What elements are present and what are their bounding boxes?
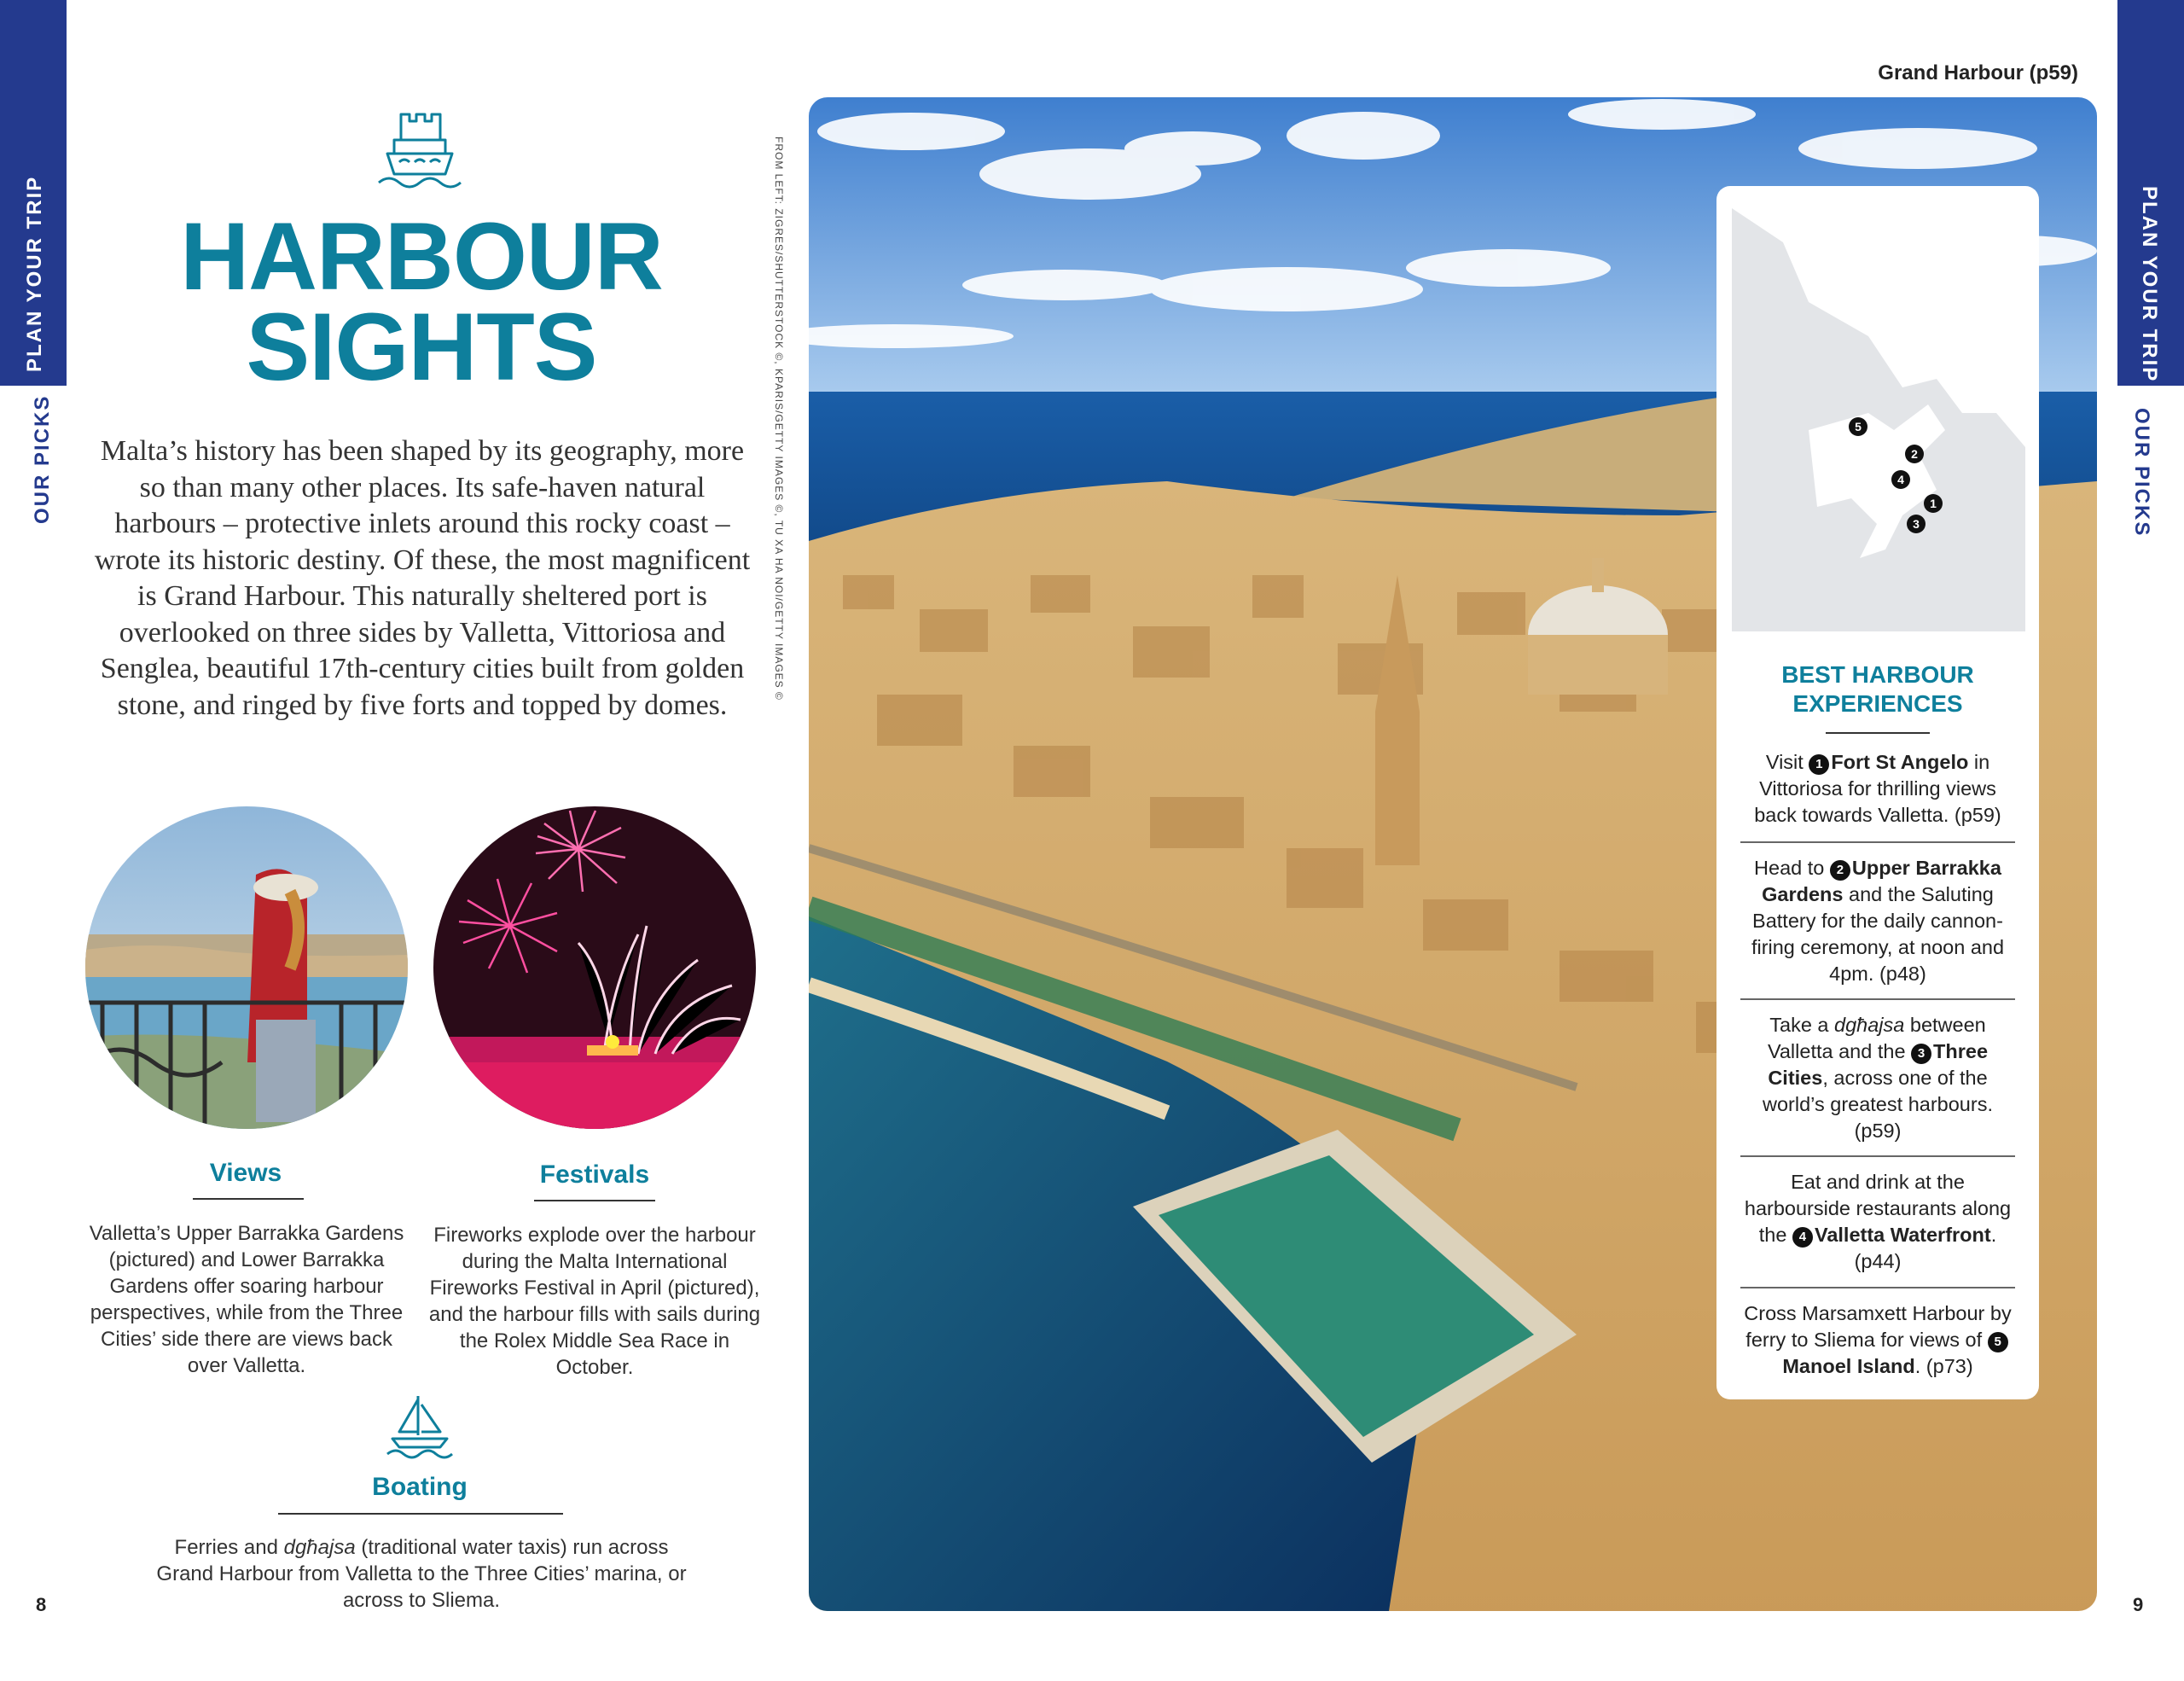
map-marker: 5 xyxy=(1855,420,1862,433)
intro-paragraph: Malta’s history has been shaped by its geography, more so than many other places. Its safe-haven natural harbours – protective inlets around this rocky coast – wrote its historic destiny. Of these, the most magnificent is Grand Harbour. This naturally sheltered port is overlooked on three sides by Valletta, Vittoriosa and Senglea, beautiful 17th-century cities built from golden stone, and ringed by five forts and topped by domes. xyxy=(94,435,751,721)
number-badge: 5 xyxy=(1988,1332,2008,1352)
item-place: Upper Barrakka Gardens xyxy=(1762,857,2001,905)
left-subsection-label: OUR PICKS xyxy=(31,394,54,524)
left-section-label: PLAN YOUR TRIP xyxy=(23,175,46,372)
page-number-right: 9 xyxy=(2133,1594,2144,1615)
item-italic: dgħajsa xyxy=(1834,1014,1905,1036)
map-marker: 2 xyxy=(1911,447,1918,461)
card-divider xyxy=(1740,1155,2015,1157)
card-item xyxy=(1737,1012,2018,1144)
map-marker: 4 xyxy=(1897,473,1904,486)
map-marker: 3 xyxy=(1913,517,1920,531)
item-place: Valletta Waterfront xyxy=(1814,1224,1991,1246)
best-harbour-card xyxy=(1716,186,2039,1399)
harbour-map xyxy=(1732,208,2025,631)
card-divider xyxy=(1740,841,2015,843)
photo-caption-ref: Grand Harbour (p59) xyxy=(1878,61,2078,84)
number-badge: 2 xyxy=(1830,860,1850,881)
festivals-heading: Festivals xyxy=(539,1160,650,1189)
item-text: and the Saluting Battery for the daily cannon-firing ceremony, at noon and 4pm. (p48) xyxy=(1751,883,2005,985)
number-badge: 3 xyxy=(1911,1044,1931,1064)
festivals-photo xyxy=(433,806,756,1129)
title-line-1: HARBOUR xyxy=(180,203,663,310)
boating-text-italic: dgħajsa xyxy=(283,1536,356,1559)
item-place: Fort St Angelo xyxy=(1831,751,1969,773)
card-item xyxy=(1737,1300,2018,1380)
page-number-left: 8 xyxy=(36,1594,47,1615)
item-text: between Valletta and the xyxy=(1767,1014,1986,1062)
boating-heading: Boating xyxy=(372,1473,468,1501)
item-text: Cross Marsamxett Harbour by ferry to Sliema for views of xyxy=(1744,1302,2012,1351)
views-rule xyxy=(193,1198,304,1200)
item-text: . (p73) xyxy=(1914,1355,1973,1377)
festivals-rule xyxy=(534,1200,655,1201)
card-heading-rule xyxy=(1826,732,1930,734)
views-heading: Views xyxy=(209,1159,282,1187)
photo-credit: FROM LEFT: ZIGRES/SHUTTERSTOCK ©, KPARIS/GETTY IMAGES ©, TU XA HA NOI/GETTY IMAGES © xyxy=(773,137,785,701)
boating-rule xyxy=(278,1513,563,1515)
right-subsection-label: OUR PICKS xyxy=(2130,408,2153,538)
number-badge: 4 xyxy=(1792,1227,1813,1248)
views-photo xyxy=(85,806,408,1129)
views-text: Valletta’s Upper Barrakka Gardens (pictured) and Lower Barrakka Gardens offer soaring harbour perspectives, while from the Three Cities’ side there are views back over Valletta. xyxy=(89,1222,404,1377)
card-divider xyxy=(1740,998,2015,1000)
map-marker: 1 xyxy=(1930,497,1937,510)
item-place: Manoel Island xyxy=(1782,1355,1915,1377)
item-text: Eat and drink at the harbourside restaurants along the xyxy=(1744,1171,2012,1246)
page-title xyxy=(102,203,741,400)
card-divider xyxy=(1740,1287,2015,1288)
item-text: . (p44) xyxy=(1854,1224,1997,1272)
card-item xyxy=(1737,749,2018,829)
item-text: Visit xyxy=(1765,751,1809,773)
card-item xyxy=(1737,855,2018,987)
card-heading: BEST HARBOUR EXPERIENCES xyxy=(1781,661,1974,717)
item-text: in Vittoriosa for thrilling views back towards Valletta. (p59) xyxy=(1754,751,2001,826)
festivals-text: Fireworks explode over the harbour during the Malta International Fireworks Festival in April (pictured), and the harbour fills with sails during the Rolex Middle Sea Race in October. xyxy=(428,1224,761,1379)
item-text: Head to xyxy=(1754,857,1830,879)
right-section-label: PLAN YOUR TRIP xyxy=(2138,186,2161,383)
card-item xyxy=(1737,1169,2018,1275)
boating-text-part2: (traditional water taxis) run across Grand Harbour from Valletta to the Three Cities’ marina, or across to Sliema. xyxy=(156,1536,687,1612)
item-text: Take a xyxy=(1769,1014,1835,1036)
item-place: Three Cities xyxy=(1768,1040,1989,1089)
sailboat-icon xyxy=(386,1393,454,1461)
boating-text-part1: Ferries and xyxy=(174,1536,284,1559)
boating-text xyxy=(154,1534,689,1614)
title-line-2: SIGHTS xyxy=(246,294,597,400)
castle-icon xyxy=(375,109,464,201)
number-badge: 1 xyxy=(1809,754,1829,775)
item-text: , across one of the world’s greatest harbours. (p59) xyxy=(1763,1067,1993,1142)
